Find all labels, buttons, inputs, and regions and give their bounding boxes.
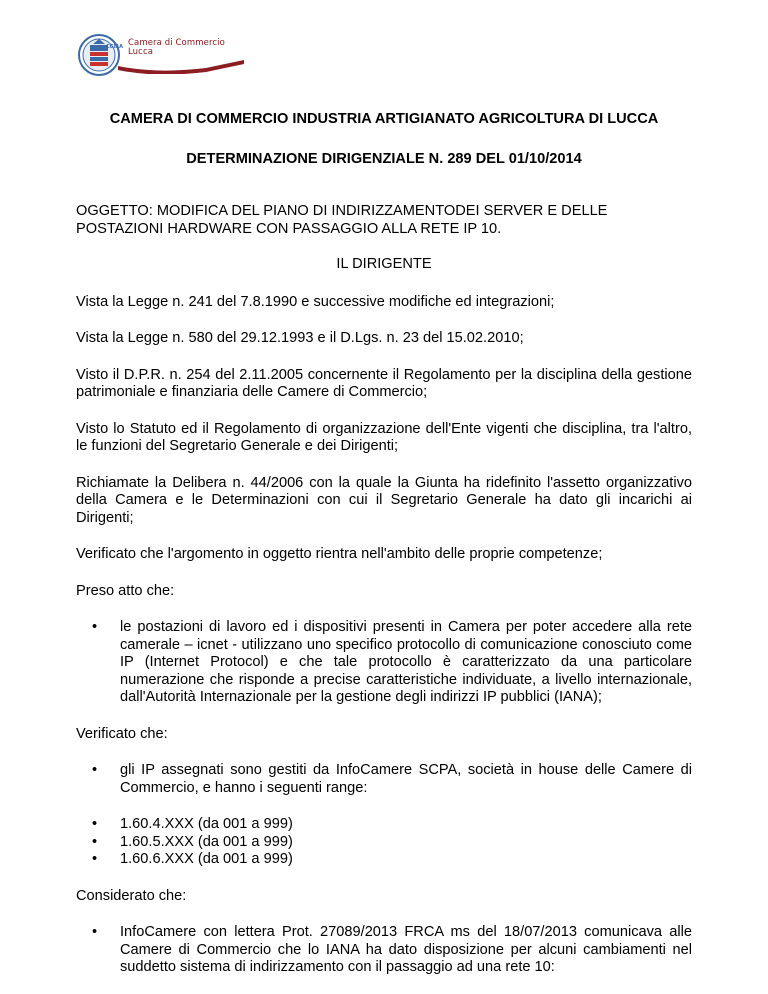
bullet-text: InfoCamere con lettera Prot. 27089/2013 FRCA ms del 18/07/2013 comunicava alle Camere di Commercio che lo IANA ha dato disposizione per alcuni cambiamenti nel suddetto sistema di indirizzamento con il passaggio ad una rete 10: <box>120 924 692 975</box>
paragraph-delibera: Richiamate la Delibera n. 44/2006 con la quale la Giunta ha ridefinito l'assetto organizzativo della Camera e le Determinazioni con cui il Segretario Generale ha dato gli incarichi ai Dirigenti; <box>76 474 692 526</box>
ip-range-list <box>76 816 692 869</box>
chamber-title: CAMERA DI COMMERCIO INDUSTRIA ARTIGIANATO AGRICOLTURA DI LUCCA <box>109 111 659 127</box>
bullet-text: gli IP assegnati sono gestiti da InfoCamere SCPA, società in house delle Camere di Commercio, e hanno i seguenti range: <box>120 762 692 796</box>
bullet-text: le postazioni di lavoro ed i dispositivi presenti in Camera per poter accedere alla rete camerale – icnet - utilizzano uno specifico protocollo di comunicazione conosciuto come IP (Internet Protocol) e che tale protocollo è caratterizzato da una particolare numerazione che risponde a precise caratteristiche individuate, a livello internazionale, dall'Autorità Internazionale per la gestione degli indirizzi IP pubblici (IANA); <box>120 619 692 705</box>
list-item <box>76 619 692 707</box>
document-body <box>76 96 692 977</box>
list-item <box>76 851 692 869</box>
paragraph-legge-241: Vista la Legge n. 241 del 7.8.1990 e successive modifiche ed integrazioni; <box>76 293 555 310</box>
list-item <box>76 834 692 852</box>
chamber-logo <box>76 30 246 82</box>
logo-line-2: Lucca <box>128 47 154 57</box>
ip-range: 1.60.4.XXX (da 001 a 999) <box>120 816 293 832</box>
list-item <box>76 762 692 797</box>
logo-line-1: Camera di Commercio <box>128 38 225 48</box>
bullet-icon: • <box>92 851 98 867</box>
determination-title: DETERMINAZIONE DIRIGENZIALE N. 289 DEL 01/10/2014 <box>186 151 582 167</box>
ip-range: 1.60.6.XXX (da 001 a 999) <box>120 851 293 867</box>
bullet-icon: • <box>92 619 98 635</box>
logo-mark-text: CCIAA <box>106 44 123 50</box>
list-item <box>76 816 692 834</box>
verificato-intro: Verificato che: <box>76 725 168 742</box>
bullet-icon: • <box>92 762 98 778</box>
logo-swoosh-icon <box>116 54 246 74</box>
ip-range: 1.60.5.XXX (da 001 a 999) <box>120 833 293 850</box>
il-dirigente-heading: IL DIRIGENTE <box>336 256 432 272</box>
bullet-icon: • <box>92 833 98 850</box>
subject-paragraph: OGGETTO: MODIFICA DEL PIANO DI INDIRIZZAMENTODEI SERVER E DELLE POSTAZIONI HARDWARE CON PASSAGGIO ALLA RETE IP 10. <box>76 203 608 237</box>
paragraph-legge-580: Vista la Legge n. 580 del 29.12.1993 e il D.Lgs. n. 23 del 15.02.2010; <box>76 330 524 346</box>
list-item <box>76 924 692 977</box>
paragraph-competenze: Verificato che l'argomento in oggetto rientra nell'ambito delle proprie competenze; <box>76 546 603 562</box>
considerato-intro: Considerato che: <box>76 887 187 904</box>
bullet-icon: • <box>92 816 98 832</box>
preso-atto-intro: Preso atto che: <box>76 582 175 599</box>
paragraph-statuto: Visto lo Statuto ed il Regolamento di organizzazione dell'Ente vigenti che disciplina, tra l'altro, le funzioni del Segretario Generale e dei Dirigenti; <box>76 420 692 454</box>
paragraph-dpr-254: Visto il D.P.R. n. 254 del 2.11.2005 concernente il Regolamento per la disciplina della gestione patrimoniale e finanziaria delle Camere di Commercio; <box>76 366 692 400</box>
bullet-icon: • <box>92 924 98 940</box>
